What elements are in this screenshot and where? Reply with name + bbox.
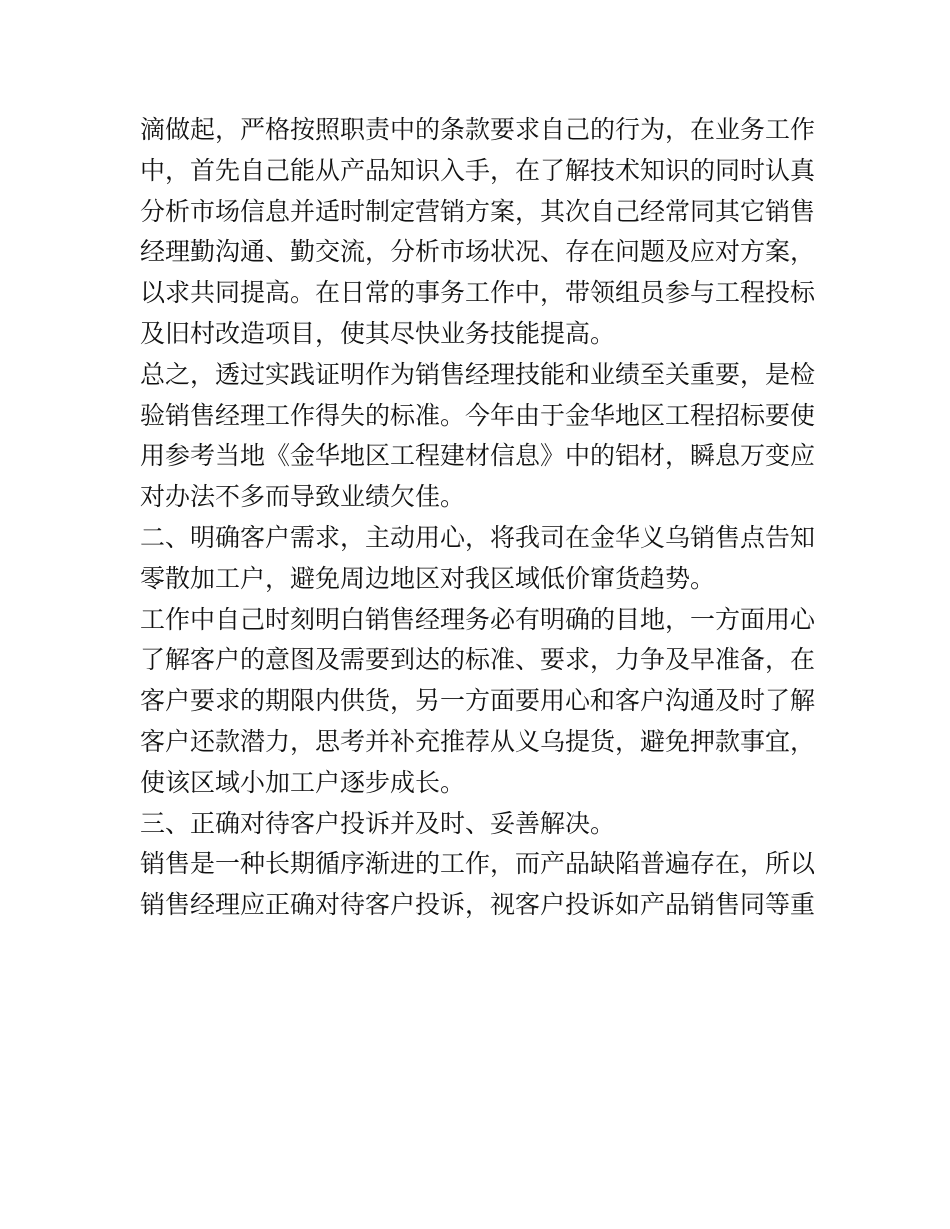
text-line-13: 工作中自己时刻明白销售经理务必有明确的目地，一方面用心 xyxy=(140,604,816,634)
text-line-16: 客户还款潜力，思考并补充推荐从义乌提货，避免押款事宜， xyxy=(140,726,816,756)
text-line-9: 用参考当地《金华地区工程建材信息》中的铝材，瞬息万变应 xyxy=(140,441,816,471)
text-line-3: 分析市场信息并适时制定营销方案，其次自己经常同其它销售 xyxy=(140,196,816,226)
text-line-11: 二、明确客户需求，主动用心，将我司在金华义乌销售点告知 xyxy=(140,522,816,552)
text-line-18: 三、正确对待客户投诉并及时、妥善解决。 xyxy=(140,808,616,838)
text-line-12: 零散加工户，避免周边地区对我区域低价窜货趋势。 xyxy=(140,563,716,593)
text-line-15: 客户要求的期限内供货，另一方面要用心和客户沟通及时了解 xyxy=(140,686,816,716)
text-line-6: 及旧村改造项目，使其尽快业务技能提高。 xyxy=(140,318,616,348)
text-line-17: 使该区域小加工户逐步成长。 xyxy=(140,767,466,797)
document-body xyxy=(140,110,820,926)
text-line-8: 验销售经理工作得失的标准。今年由于金华地区工程招标要使 xyxy=(140,400,816,430)
text-line-5: 以求共同提高。在日常的事务工作中，带领组员参与工程投标 xyxy=(140,278,816,308)
text-line-7: 总之，透过实践证明作为销售经理技能和业绩至关重要，是检 xyxy=(140,359,816,389)
text-line-10: 对办法不多而导致业绩欠佳。 xyxy=(140,482,466,512)
text-line-19: 销售是一种长期循序渐进的工作，而产品缺陷普遍存在，所以 xyxy=(140,849,816,879)
text-line-20: 销售经理应正确对待客户投诉，视客户投诉如产品销售同等重 xyxy=(140,890,816,920)
text-line-4: 经理勤沟通、勤交流，分析市场状况、存在问题及应对方案， xyxy=(140,237,816,267)
text-line-1: 滴做起，严格按照职责中的条款要求自己的行为，在业务工作 xyxy=(140,115,816,144)
text-line-14: 了解客户的意图及需要到达的标准、要求，力争及早准备，在 xyxy=(140,645,816,675)
text-line-2: 中，首先自己能从产品知识入手，在了解技术知识的同时认真 xyxy=(140,155,816,185)
